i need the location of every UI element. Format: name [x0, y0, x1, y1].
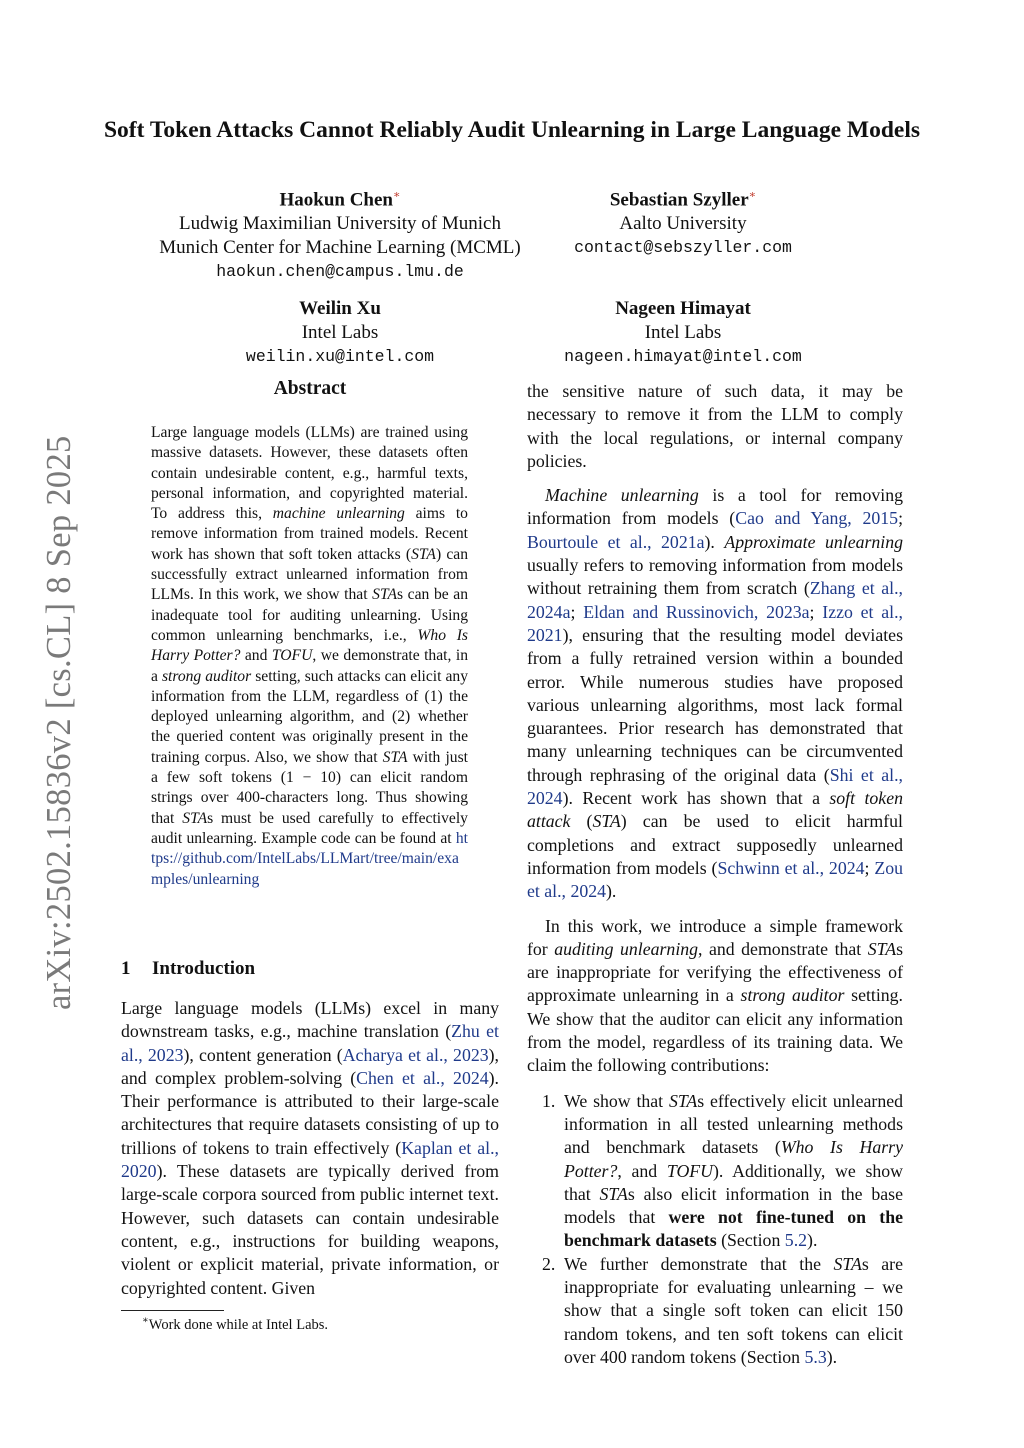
author-name: Haokun Chen	[279, 189, 394, 211]
footnote-divider	[121, 1310, 224, 1311]
abstract-text: Large language models (LLMs) are trained using massive datasets. However, these datasets often contain undesirable content, e.g., harmful texts, personal information, and copyrighted material. To address this, machine unlearning aims to remove information from trained models. Recent work has shown that soft token attacks (STA) can successfully extract unlearned information from LLMs. In this work, we show that STAs can be an inadequate tool for auditing unlearning. Using common unlearning benchmarks, i.e., Who Is Harry Potter? and TOFU, we demonstrate that, in a strong auditor setting, such attacks can elicit any information from the LLM, regardless of (1) the deployed unlearning algorithm, and (2) whether the queried content was originally present in the training corpus. Also, we show that STA with just a few soft tokens (1 − 10) can elicit random strings over 400-characters long. Thus showing that STAs must be used carefully to effectively audit unlearning. Example code can be found at https://github.com/IntelLabs/LLMart/tree/main/examples/unlearning	[151, 424, 469, 888]
code-repository-link[interactable]: https://github.com/IntelLabs/LLMart/tree/main/examples/unlearning	[151, 829, 468, 888]
section-reference-link[interactable]: 5.3	[804, 1346, 827, 1367]
author-affiliation: Munich Center for Machine Learning (MCML)	[159, 237, 521, 259]
citation-link[interactable]: Zhu et al., 2023	[121, 1021, 499, 1065]
right-column	[527, 380, 903, 1369]
paper-title: Soft Token Attacks Cannot Reliably Audit Unlearning in Large Language Models	[103, 117, 921, 143]
author-block-4	[543, 297, 823, 369]
author-block-2	[543, 183, 823, 260]
citation-link[interactable]: Zou et al., 2024	[527, 857, 903, 902]
citation-link[interactable]: Schwinn et al., 2024	[717, 857, 865, 878]
section-reference-link[interactable]: 5.2	[784, 1230, 808, 1251]
paragraph-machine-unlearning: Machine unlearning is a tool for removing information from models (Cao and Yang, 2015; Bourtoule et al., 2021a). Approximate unlearning usually refers to removing information from models without retraining them from scratch (Zhang et al., 2024a; Eldan and Russinovich, 2023a; Izzo et al., 2021), ensuring that the resulting model deviates from a fully retrained version within a bounded error. While numerous studies have proposed various unlearning algorithms, most lack formal guarantees. Prior research has demonstrated that many unlearning techniques can be circumvented through rephrasing of the original data (Shi et al., 2024). Recent work has shown that a soft token attack (STA) can be used to elicit harmful completions and extract supposedly unlearned information from models (Schwinn et al., 2024; Zou et al., 2024).	[527, 485, 904, 902]
arxiv-identifier-stamp: arXiv:2502.15836v2 [cs.CL] 8 Sep 2025	[40, 435, 78, 1010]
contributions-list	[527, 1090, 903, 1370]
citation-link[interactable]: Zhang et al., 2024a	[527, 578, 903, 622]
paragraph-continued: the sensitive nature of such data, it may be necessary to remove it from the LLM to comply with the local regulations, or internal company policies.	[527, 381, 903, 471]
author-name: Sebastian Szyller	[609, 189, 749, 211]
introduction-paragraph: Large language models (LLMs) excel in many downstream tasks, e.g., machine translation (Zhu et al., 2023), content generation (Acharya et al., 2023), and complex problem-solving (Chen et al., 2024). Their performance is attributed to their large-scale architectures that require datasets consisting of up to trillions of tokens to train effectively (Kaplan et al., 2020). These datasets are typically derived from large-scale corpora sourced from public internet text. However, such datasets can contain undesirable content, e.g., instructions for building weapons, violent or explicit material, private information, or copyrighted content. Given	[121, 998, 499, 1298]
citation-link[interactable]: Acharya et al., 2023	[342, 1044, 489, 1065]
author-email: contact@sebszyller.com	[574, 238, 792, 258]
paragraph-this-work: In this work, we introduce a simple framework for auditing unlearning, and demonstrate that STAs are inappropriate for verifying the effectiveness of approximate unlearning in a strong auditor setting. We show that the auditor can elicit any information from the model, regardless of its training data. We claim the following contributions:	[527, 915, 904, 1076]
citation-link[interactable]: Chen et al., 2024	[356, 1067, 489, 1088]
abstract-heading: Abstract	[273, 378, 347, 399]
author-name: Nageen Himayat	[615, 298, 751, 319]
citation-link[interactable]: Kaplan et al., 2020	[121, 1137, 499, 1182]
author-affiliation: Intel Labs	[644, 322, 722, 343]
author-block-1	[120, 183, 560, 284]
author-affiliation: Ludwig Maximilian University of Munich	[179, 213, 501, 235]
list-item: 2. We further demonstrate that the STAs are inappropriate for evaluating unlearning – we show that a single soft token can elicit 150 random tokens, and ten soft tokens can elicit over 400 random tokens (Section 5.3).	[542, 1253, 903, 1367]
citation-link[interactable]: Cao and Yang, 2015	[735, 508, 899, 529]
citation-link[interactable]: Bourtoule et al., 2021a	[527, 531, 705, 552]
list-item: 1. We show that STAs effectively elicit unlearned information in all tested unlearning methods and benchmark datasets (Who Is Harry Potter?, and TOFU). Additionally, we show that STAs also elicit information in the base models that were not fine-tuned on the benchmark datasets (Section 5.2).	[542, 1090, 903, 1251]
section-heading-introduction: 1 Introduction	[121, 958, 256, 979]
citation-link[interactable]: Izzo et al., 2021	[527, 601, 904, 645]
author-affiliation: Intel Labs	[301, 322, 379, 343]
author-email: nageen.himayat@intel.com	[564, 347, 802, 366]
author-affiliation: Aalto University	[619, 213, 747, 235]
author-email: weilin.xu@intel.com	[245, 347, 435, 366]
footnote: ∗Work done while at Intel Labs.	[142, 1315, 329, 1333]
author-name: Weilin Xu	[299, 298, 381, 319]
citation-link[interactable]: Shi et al., 2024	[527, 764, 903, 809]
author-footnote-mark: ∗	[748, 189, 757, 201]
citation-link[interactable]: Eldan and Russinovich, 2023a	[583, 601, 810, 622]
author-email: haokun.chen@campus.lmu.de	[216, 262, 464, 282]
author-block-3	[200, 297, 480, 369]
author-footnote-mark: ∗	[393, 189, 401, 201]
